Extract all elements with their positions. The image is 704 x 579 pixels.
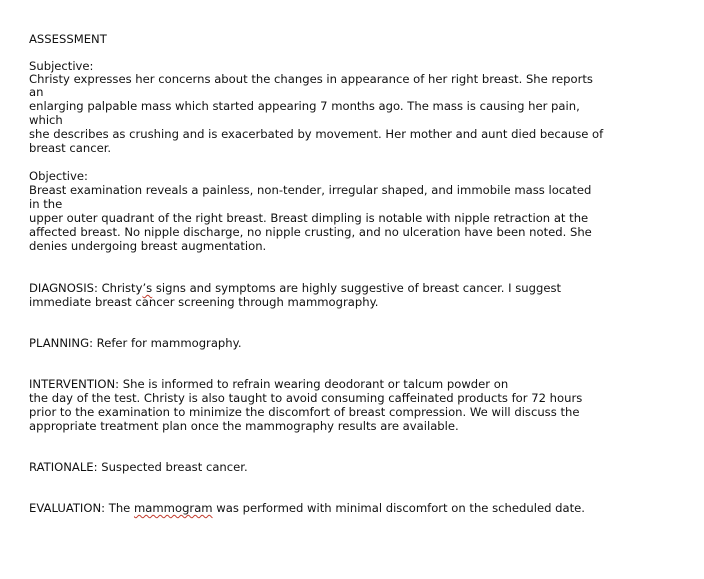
subjective-label: Subjective: — [29, 59, 94, 73]
intervention-line: INTERVENTION: She is informed to refrain wearing deodorant or talcum powder on — [29, 377, 509, 391]
diagnosis-line: immediate breast cancer screening through mammography. — [29, 295, 379, 309]
objective-line: denies undergoing breast augmentation. — [29, 239, 267, 253]
objective-line: in the — [29, 197, 63, 211]
assessment-heading: ASSESSMENT — [29, 32, 107, 46]
evaluation-text: was performed with minimal discomfort on the scheduled date. — [212, 501, 585, 515]
objective-line: upper outer quadrant of the right breast. Breast dimpling is notable with nipple retraction at the — [29, 211, 589, 225]
subjective-line: breast cancer. — [29, 141, 112, 155]
intervention-line: appropriate treatment plan once the mammography results are available. — [29, 419, 459, 433]
planning-line: PLANNING: Refer for mammography. — [29, 336, 242, 350]
evaluation-text: EVALUATION: The — [29, 501, 134, 515]
evaluation-line — [29, 502, 585, 515]
objective-line: Breast examination reveals a painless, non-tender, irregular shaped, and immobile mass located — [29, 183, 592, 197]
objective-line: affected breast. No nipple discharge, no nipple crusting, and no ulceration have been noted. She — [29, 225, 592, 239]
diagnosis-text: signs and symptoms are highly suggestive of breast cancer. I suggest — [152, 281, 562, 295]
intervention-line: prior to the examination to minimize the discomfort of breast compression. We will discuss the — [29, 405, 580, 419]
subjective-line: Christy expresses her concerns about the changes in appearance of her right breast. She reports — [29, 72, 593, 86]
subjective-line: enlarging palpable mass which started appearing 7 months ago. The mass is causing her pain, — [29, 99, 580, 113]
intervention-line: the day of the test. Christy is also taught to avoid consuming caffeinated products for 72 hours — [29, 391, 583, 405]
subjective-line: an — [29, 85, 44, 99]
subjective-line: which — [29, 113, 63, 127]
spellcheck-flagged-word[interactable]: ’s — [142, 281, 153, 295]
diagnosis-text: DIAGNOSIS: Christy — [29, 281, 143, 295]
spellcheck-flagged-word[interactable]: mammogram — [133, 501, 213, 515]
diagnosis-line — [29, 282, 561, 295]
subjective-line: she describes as crushing and is exacerbated by movement. Her mother and aunt died because of — [29, 127, 604, 141]
rationale-line: RATIONALE: Suspected breast cancer. — [29, 460, 248, 474]
objective-label: Objective: — [29, 169, 88, 183]
